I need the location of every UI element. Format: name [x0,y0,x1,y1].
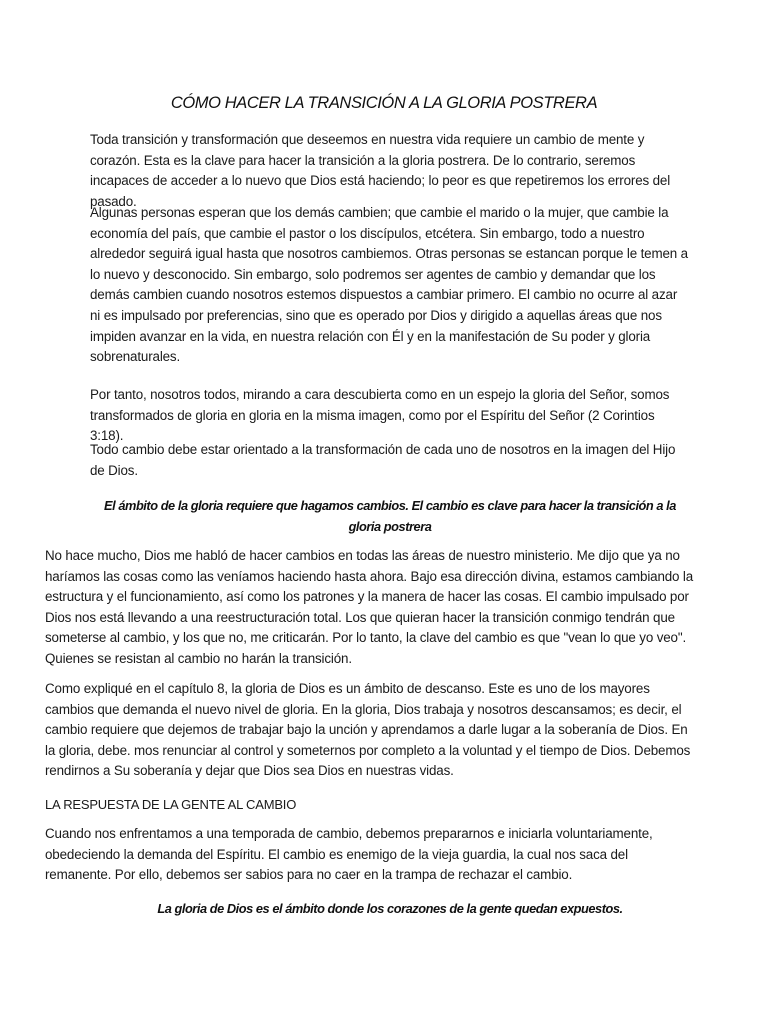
highlight-quote-1: El ámbito de la gloria requiere que hagamos cambios. El cambio es clave para hacer la transición a la gloria postrera [104,498,676,534]
paragraph-3: Por tanto, nosotros todos, mirando a cara descubierta como en un espejo la gloria del Señor, somos transformados de gloria en gloria en la misma imagen, como por el Espíritu del Señor (2 Corintios 3:18). [90,387,670,444]
paragraph-7: Cuando nos enfrentamos a una temporada de cambio, debemos prepararnos e iniciarla voluntariamente, obedeciendo la demanda del Espíritu. El cambio es enemigo de la vieja guardia, la cual nos saca del remanente. Por ello, debemos ser sabios para no caer en la trampa de rechazar el cambio. [45,826,653,883]
paragraph-1: Toda transición y transformación que deseemos en nuestra vida requiere un cambio de mente y corazón. Esta es la clave para hacer la transición a la gloria postrera. De lo contrario, seremos incapaces de acceder a lo nuevo que Dios está haciendo; lo peor es que repetiremos los errores del pasado. [90,132,671,209]
paragraph-5: No hace mucho, Dios me habló de hacer cambios en todas las áreas de nuestro ministerio. Me dijo que ya no haríamos las cosas como las veníamos haciendo hasta ahora. Bajo esa dirección divina, estamos cambiando la estructura y el funcionamiento, así como los patrones y la manera de hacer las cosas. El cambio impulsado por Dios nos está llevando a una reestructuración total. Los que quieran hacer la transición conmigo tendrán que someterse al cambio, y los que no, me criticarán. Por lo tanto, la clave del cambio es que "vean lo que yo veo". Quienes se resistan al cambio no harán la transición. [45,548,694,666]
section-heading: LA RESPUESTA DE LA GENTE AL CAMBIO [45,797,297,812]
paragraph-6: Como expliqué en el capítulo 8, la gloria de Dios es un ámbito de descanso. Este es uno de los mayores cambios que demanda el nuevo nivel de gloria. En la gloria, Dios trabaja y nosotros descansamos; es decir, el cambio requiere que dejemos de trabajar bajo la unción y aprendamos a darle lugar a la soberanía de Dios. En la gloria, debe. mos renunciar al control y someternos por completo a la voluntad y el tiempo de Dios. Debemos rendirnos a Su soberanía y dejar que Dios sea Dios en nuestras vidas. [45,681,691,779]
highlight-quote-2: La gloria de Dios es el ámbito donde los corazones de la gente quedan expuestos. [157,901,623,916]
paragraph-2: Algunas personas esperan que los demás cambien; que cambie el marido o la mujer, que cambie la economía del país, que cambie el pastor o los discípulos, etcétera. Sin embargo, todo a nuestro alrededor seguirá igual hasta que nosotros cambiemos. Otras personas se estancan porque le temen a lo nuevo y desconocido. Sin embargo, solo podremos ser agentes de cambio y demandar que los demás cambien cuando nosotros estemos dispuestos a cambiar primero. El cambio no ocurre al azar ni es impulsado por preferencias, sino que es operado por Dios y dirigido a aquellas áreas que nos impiden avanzar en la vida, en nuestra relación con Él y en la manifestación de Su poder y gloria sobrenaturales. [90,205,688,365]
page-title: CÓMO HACER LA TRANSICIÓN A LA GLORIA POSTRERA [170,94,598,112]
paragraph-4: Todo cambio debe estar orientado a la transformación de cada uno de nosotros en la imagen del Hijo de Dios. [90,442,676,478]
